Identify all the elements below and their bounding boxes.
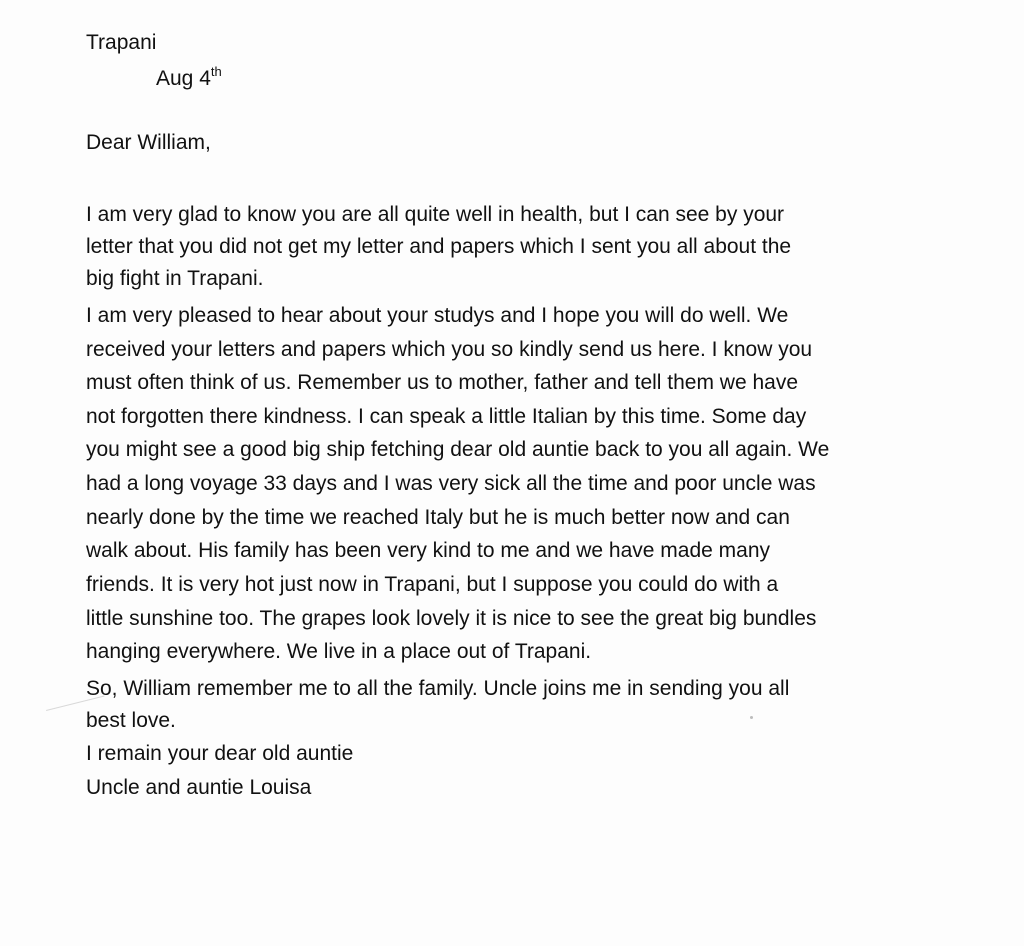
letter-date-text: Aug 4 [156, 67, 211, 90]
letter-place: Trapani [86, 31, 157, 54]
letter-line: had a long voyage 33 days and I was very sick all the time and poor uncle was [86, 472, 816, 495]
letter-date [156, 64, 222, 94]
letter-line: not forgotten there kindness. I can speak a little Italian by this time. Some day [86, 405, 807, 428]
letter-line: little sunshine too. The grapes look lovely it is nice to see the great big bundles [86, 607, 817, 630]
letter-date-suffix: th [210, 64, 222, 79]
letter-line: walk about. His family has been very kind to me and we have made many [86, 539, 771, 562]
letter-line: friends. It is very hot just now in Trapani, but I suppose you could do with a [86, 573, 779, 596]
letter-line: Uncle and auntie Louisa [86, 776, 312, 799]
letter-line: you might see a good big ship fetching dear old auntie back to you all again. We [86, 438, 830, 461]
letter-line: must often think of us. Remember us to mother, father and tell them we have [86, 371, 799, 394]
letter-line: received your letters and papers which you so kindly send us here. I know you [86, 338, 813, 361]
letter-line: big fight in Trapani. [86, 267, 264, 290]
paper-speck [750, 716, 753, 719]
letter-line: hanging everywhere. We live in a place out of Trapani. [86, 640, 592, 663]
letter-line: I remain your dear old auntie [86, 742, 354, 765]
letter-line: best love. [86, 709, 176, 732]
letter-line: I am very pleased to hear about your studys and I hope you will do well. We [86, 304, 789, 327]
letter-line: letter that you did not get my letter and papers which I sent you all about the [86, 235, 792, 258]
letter-line: nearly done by the time we reached Italy but he is much better now and can [86, 506, 790, 529]
letter-line: So, William remember me to all the family. Uncle joins me in sending you all [86, 677, 790, 700]
letter-salutation: Dear William, [86, 131, 211, 154]
letter-line: I am very glad to know you are all quite well in health, but I can see by your [86, 203, 785, 226]
